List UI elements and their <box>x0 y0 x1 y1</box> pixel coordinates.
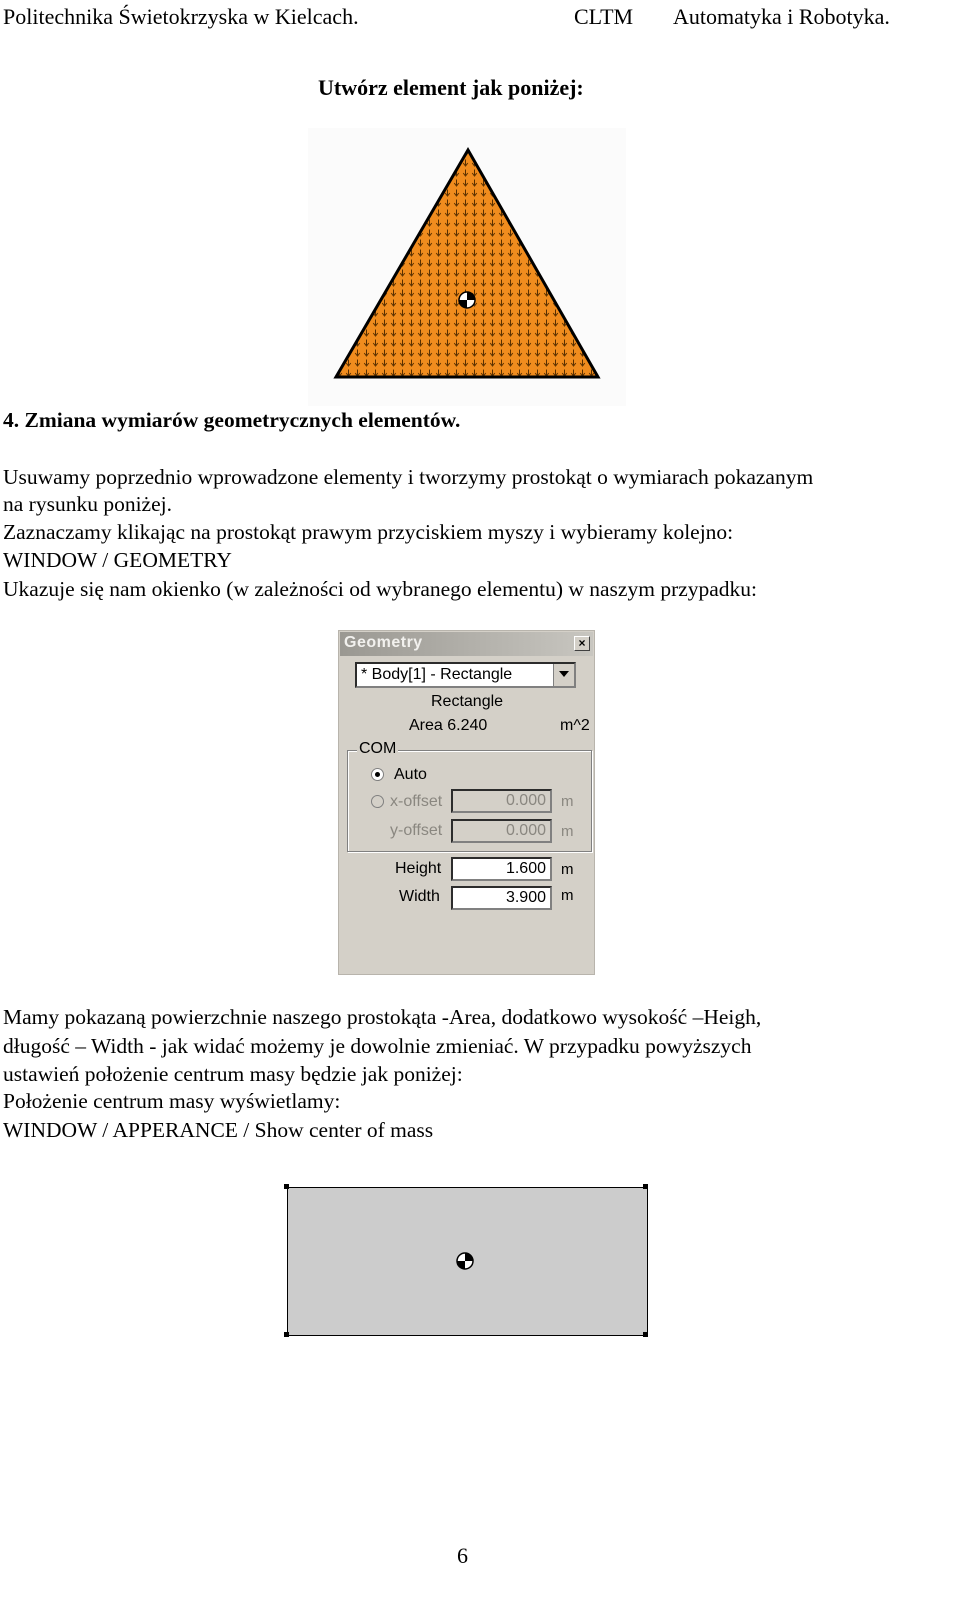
paragraph-line: ustawień położenie centrum masy będzie jak poniżej: <box>3 1062 463 1086</box>
height-unit: m <box>561 861 574 878</box>
height-label: Height <box>395 860 442 877</box>
area-label: Area 6.240 <box>409 717 488 734</box>
auto-radio[interactable] <box>371 768 384 781</box>
x-offset-unit: m <box>561 793 574 810</box>
paragraph-line: na rysunku poniżej. <box>3 492 172 516</box>
paragraph-line: WINDOW / APPERANCE / Show center of mass <box>3 1118 434 1142</box>
header-department: Automatyka i Robotyka. <box>673 4 890 29</box>
header-course: CLTM <box>574 4 634 29</box>
auto-label: Auto <box>394 766 427 783</box>
paragraph-line: długość – Width - jak widać możemy je dowolnie zmieniać. W przypadku powyższych <box>3 1034 752 1058</box>
width-label: Width <box>399 888 440 905</box>
resize-handle[interactable] <box>284 1332 289 1337</box>
paragraph-line: Usuwamy poprzednio wprowadzone elementy i tworzymy prostokąt o wymiarach pokazanym <box>3 465 814 489</box>
dialog-title: Geometry <box>344 634 423 651</box>
paragraph-line: Zaznaczamy klikając na prostokąt prawym przyciskiem myszy i wybieramy kolejno: <box>3 520 734 544</box>
x-offset-label: x-offset <box>390 793 443 810</box>
x-offset-field[interactable]: 0.000 <box>451 789 552 813</box>
paragraph-line: Mamy pokazaną powierzchnie naszego prostokąta -Area, dodatkowo wysokość –Heigh, <box>3 1005 762 1029</box>
body-select-value: * Body[1] - Rectangle <box>361 666 513 683</box>
header-institution: Politechnika Świetokrzyska w Kielcach. <box>3 4 359 29</box>
dialog-title-bar[interactable] <box>340 632 593 656</box>
height-field[interactable]: 1.600 <box>451 857 552 881</box>
section-title: 4. Zmiana wymiarów geometrycznych elementów. <box>3 408 461 432</box>
paragraph-line: Ukazuje się nam okienko (w zależności od wybranego elementu) w naszym przypadku: <box>3 577 758 601</box>
resize-handle[interactable] <box>643 1184 648 1189</box>
center-of-mass-icon <box>459 292 475 308</box>
resize-handle[interactable] <box>643 1332 648 1337</box>
body-select[interactable] <box>355 662 576 688</box>
y-offset-field[interactable]: 0.000 <box>451 819 552 843</box>
close-icon[interactable]: × <box>574 636 590 651</box>
x-offset-radio[interactable] <box>371 795 384 808</box>
width-unit: m <box>561 887 574 904</box>
geometry-dialog <box>338 630 595 975</box>
y-offset-label: y-offset <box>390 822 443 839</box>
area-unit: m^2 <box>560 717 590 734</box>
center-of-mass-icon <box>455 1251 475 1271</box>
y-offset-unit: m <box>561 823 574 840</box>
shape-label: Rectangle <box>431 693 504 710</box>
resize-handle[interactable] <box>284 1184 289 1189</box>
paragraph-line: Położenie centrum masy wyświetlamy: <box>3 1089 341 1113</box>
intro-heading: Utwórz element jak poniżej: <box>318 75 584 100</box>
triangle-figure <box>308 128 626 406</box>
page-number: 6 <box>457 1543 468 1568</box>
paragraph-line: WINDOW / GEOMETRY <box>3 548 232 572</box>
com-group-title: COM <box>359 740 397 757</box>
chevron-down-icon[interactable] <box>553 664 574 686</box>
width-field[interactable]: 3.900 <box>451 886 552 910</box>
